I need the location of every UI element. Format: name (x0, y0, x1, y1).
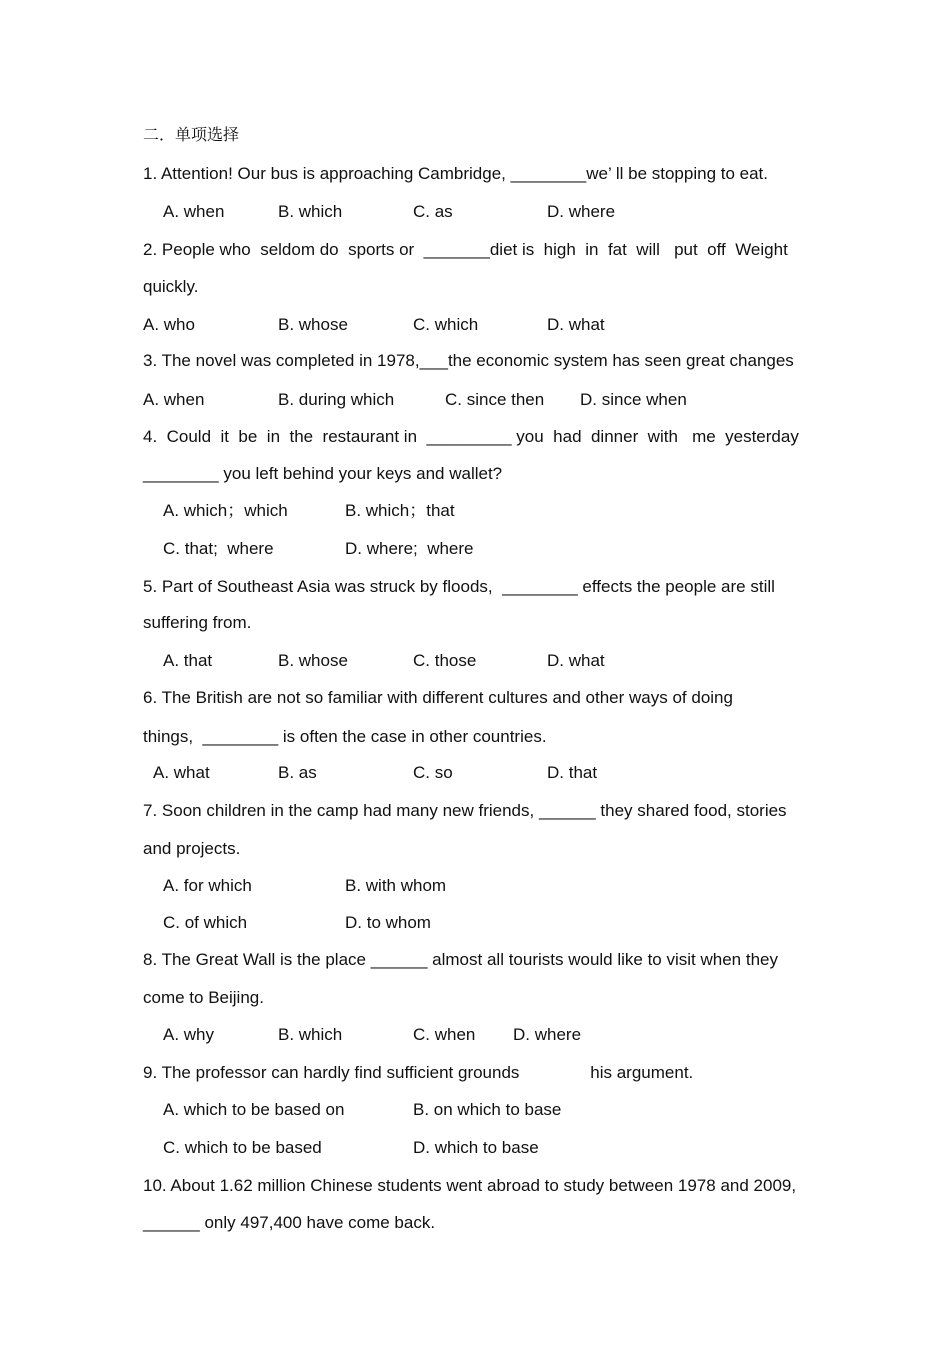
question-4-text: 4. Could it be in the restaurant in _________ you had dinner with me yesterday (143, 427, 799, 446)
question-1-text: 1. Attention! Our bus is approaching Cambridge, ________we’ ll be stopping to eat. (143, 164, 768, 183)
question-7-text: 7. Soon children in the camp had many new friends, ______ they shared food, stories (143, 801, 787, 820)
q6-option-a: A. what (153, 763, 210, 782)
q2-option-b: B. whose (278, 315, 348, 334)
q7-option-d: D. to whom (345, 913, 431, 932)
q6-option-d: D. that (547, 763, 598, 782)
question-6-text-cont: things, ________ is often the case in other countries. (143, 727, 547, 746)
question-8-text: 8. The Great Wall is the place ______ almost all tourists would like to visit when they (143, 950, 778, 969)
q1-option-d: D. where (547, 202, 616, 221)
q5-option-d: D. what (547, 651, 605, 670)
q1-option-b: B. which (278, 202, 343, 221)
q6-option-b: B. as (278, 763, 317, 782)
question-8-text-cont: come to Beijing. (143, 988, 264, 1007)
q8-option-a: A. why (163, 1025, 215, 1044)
q1-option-c: C. as (413, 202, 453, 221)
q2-option-a: A. who (143, 315, 195, 334)
question-2-text-cont: quickly. (143, 277, 199, 296)
q3-option-d: D. since when (580, 390, 687, 409)
question-3-text: 3. The novel was completed in 1978,___the economic system has seen great changes (143, 351, 794, 370)
q3-option-c: C. since then (445, 390, 545, 409)
q1-option-a: A. when (163, 202, 225, 221)
q5-option-c: C. those (413, 651, 477, 670)
q9-option-d: D. which to base (413, 1138, 539, 1157)
q7-option-a: A. for which (163, 876, 252, 895)
question-9-text: 9. The professor can hardly find sufficient grounds his argument. (143, 1063, 694, 1082)
q7-option-b: B. with whom (345, 876, 447, 895)
q6-option-c: C. so (413, 763, 453, 782)
q9-option-b: B. on which to base (413, 1100, 562, 1119)
question-6-text: 6. The British are not so familiar with different cultures and other ways of doing (143, 688, 733, 707)
q4-option-b: B. which；that (345, 501, 455, 520)
q2-option-d: D. what (547, 315, 605, 334)
q8-option-b: B. which (278, 1025, 343, 1044)
q4-option-c: C. that; where (163, 539, 274, 558)
q4-option-a: A. which；which (163, 501, 288, 520)
question-2-text: 2. People who seldom do sports or _______diet is high in fat will put off Weight (143, 240, 788, 259)
q2-option-c: C. which (413, 315, 479, 334)
question-10-text-cont: ______ only 497,400 have come back. (143, 1213, 436, 1232)
q4-option-d: D. where; where (345, 539, 474, 558)
q8-option-d: D. where (513, 1025, 582, 1044)
question-10-text: 10. About 1.62 million Chinese students went abroad to study between 1978 and 2009, (143, 1176, 797, 1195)
q5-option-a: A. that (163, 651, 213, 670)
q7-option-c: C. of which (163, 913, 248, 932)
q3-option-b: B. during which (278, 390, 395, 409)
question-7-text-cont: and projects. (143, 839, 241, 858)
q9-option-a: A. which to be based on (163, 1100, 345, 1119)
q8-option-c: C. when (413, 1025, 476, 1044)
question-5-text-cont: suffering from. (143, 613, 252, 632)
question-4-text-cont: ________ you left behind your keys and wallet? (143, 464, 503, 483)
q5-option-b: B. whose (278, 651, 348, 670)
question-5-text: 5. Part of Southeast Asia was struck by floods, ________ effects the people are still (143, 577, 775, 596)
section-heading: 二．单项选择 (143, 125, 240, 144)
q3-option-a: A. when (143, 390, 205, 409)
q9-option-c: C. which to be based (163, 1138, 322, 1157)
